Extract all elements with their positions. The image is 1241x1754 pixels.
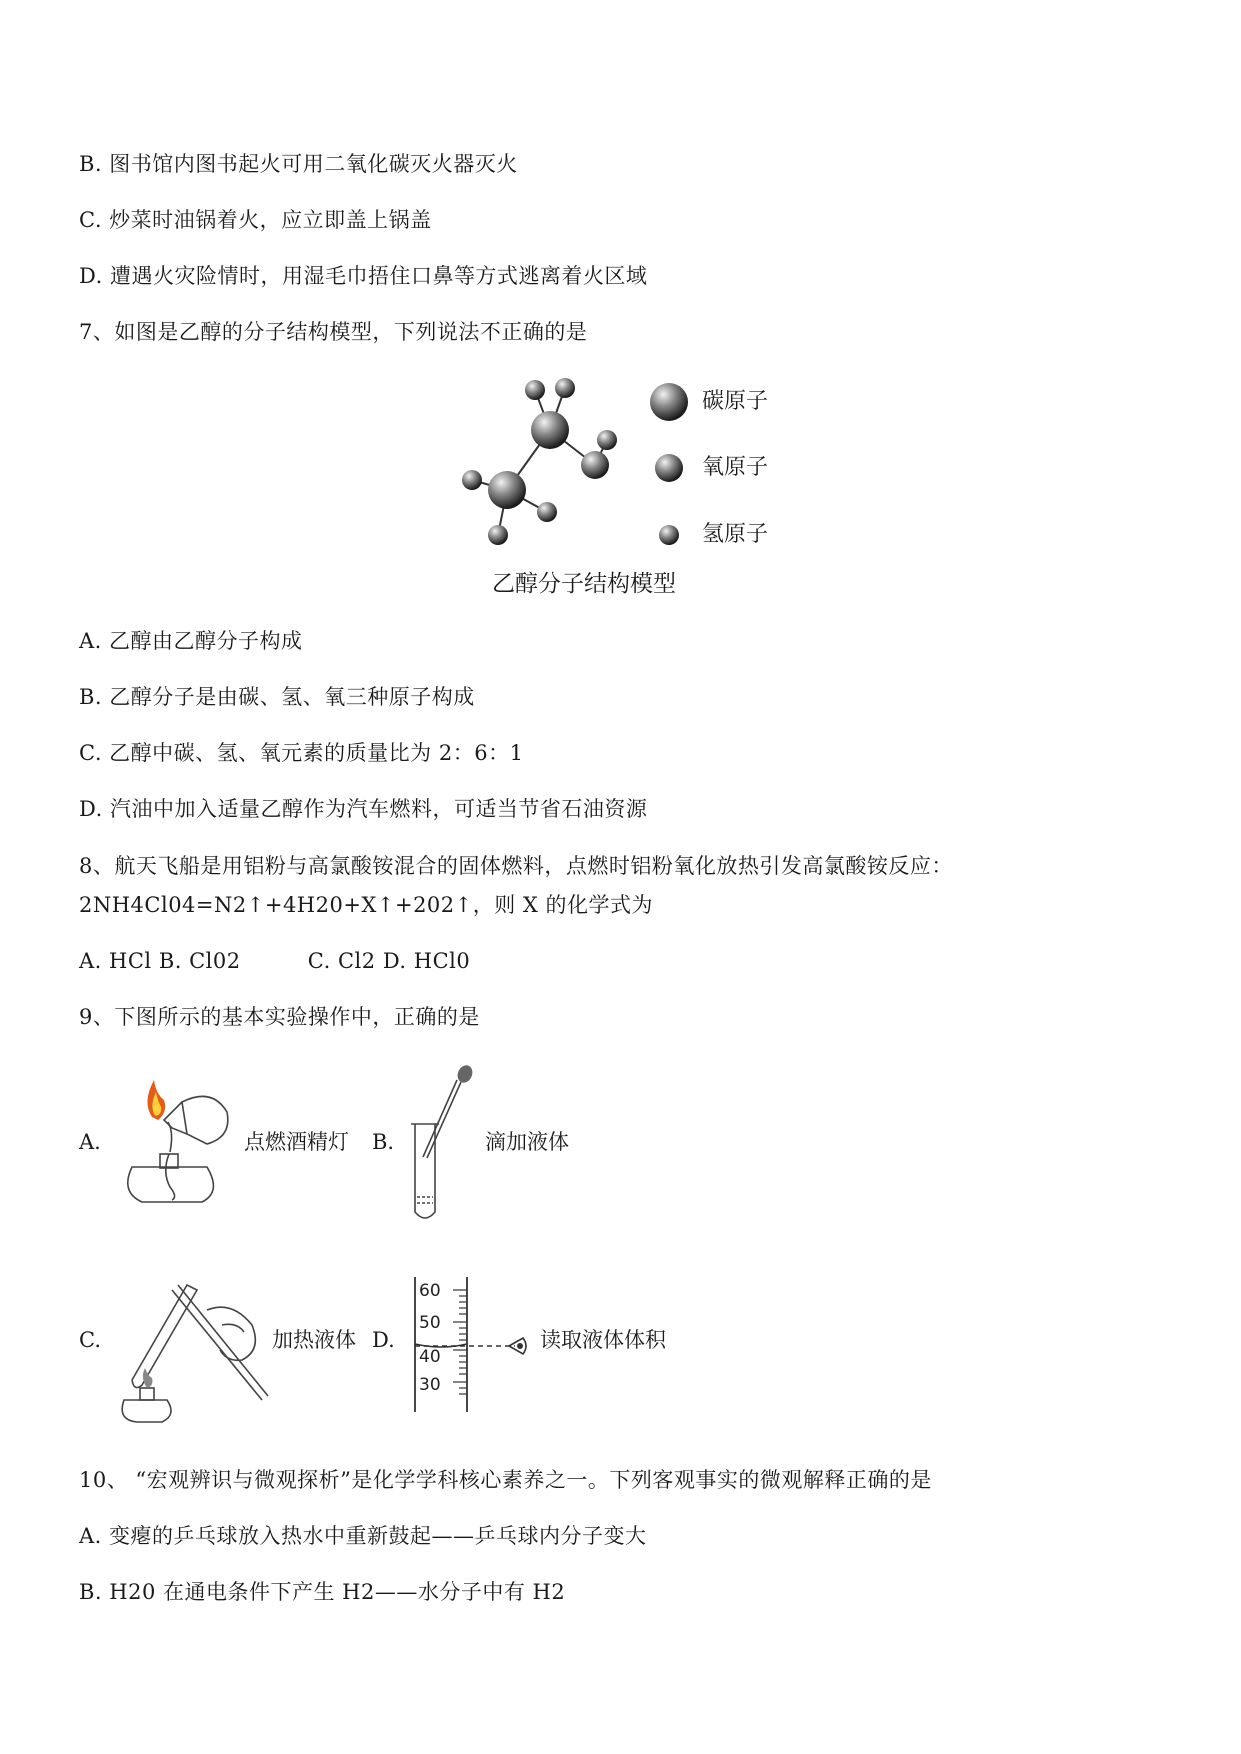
q9-stem: 9、下图所示的基本实验操作中，正确的是: [79, 1005, 480, 1029]
oxygen-atom: [581, 451, 609, 479]
q8-option-a: A. HCl: [79, 949, 152, 973]
legend-carbon-label: 碳原子: [702, 389, 769, 414]
q6-option-c: C. 炒菜时油锅着火，应立即盖上锅盖: [79, 208, 432, 232]
legend-oxygen-ball: [655, 454, 683, 482]
heating-liquid-figure: [112, 1270, 272, 1425]
cylinder-tick-label: 30: [419, 1375, 441, 1395]
q9-d-label: 读取液体体积: [540, 1328, 666, 1352]
q8-option-c: C. Cl2: [307, 949, 376, 973]
q7-option-b: B. 乙醇分子是由碳、氢、氧三种原子构成: [79, 685, 475, 709]
hydrogen-atom: [525, 380, 545, 400]
carbon-atom: [488, 471, 526, 509]
carbon-atom: [531, 411, 569, 449]
q9-a-letter: A.: [79, 1130, 101, 1154]
q9-d-letter: D.: [372, 1328, 395, 1352]
legend-oxygen-label: 氧原子: [702, 455, 769, 480]
graduated-cylinder-figure: [405, 1272, 545, 1417]
q6-option-d: D. 遭遇火灾险情时，用湿毛巾捂住口鼻等方式逃离着火区域: [79, 264, 648, 288]
dropper-test-tube-figure: [405, 1062, 485, 1227]
q8-stem-line2: 2NH4Cl04=N2↑+4H20+X↑+202↑，则 X 的化学式为: [79, 893, 654, 917]
q7-stem: 7、如图是乙醇的分子结构模型，下列说法不正确的是: [79, 320, 588, 344]
figure-caption: 乙醇分子结构模型: [492, 571, 676, 597]
alcohol-lamp-lighting-figure: [112, 1072, 237, 1212]
cylinder-tick-label: 60: [419, 1281, 441, 1301]
legend-hydrogen-label: 氢原子: [702, 522, 769, 547]
q8-option-b: B. Cl02: [158, 949, 241, 973]
q8-options: [79, 947, 470, 975]
dropper-bulb-icon: [455, 1063, 475, 1085]
hydrogen-atom: [597, 430, 617, 450]
cylinder-tick-label: 40: [419, 1347, 441, 1367]
q10-option-b: B. H20 在通电条件下产生 H2——水分子中有 H2: [79, 1580, 566, 1604]
q9-a-label: 点燃酒精灯: [244, 1130, 349, 1154]
q9-c-label: 加热液体: [272, 1328, 356, 1352]
hydrogen-atom: [462, 470, 482, 490]
hydrogen-atom: [537, 502, 557, 522]
q10-option-a: A. 变瘪的乒乓球放入热水中重新鼓起——乒乓球内分子变大: [79, 1524, 647, 1548]
q9-c-letter: C.: [79, 1328, 101, 1352]
cylinder-tick-label: 50: [419, 1313, 441, 1333]
q10-stem: 10、 “宏观辨识与微观探析”是化学学科核心素养之一。下列客观事实的微观解释正确的是: [79, 1468, 932, 1492]
q7-option-a: A. 乙醇由乙醇分子构成: [79, 629, 303, 653]
legend-carbon-ball: [650, 383, 688, 421]
q8-stem-line1: 8、航天飞船是用铝粉与高氯酸铵混合的固体燃料，点燃时铝粉氧化放热引发高氯酸铵反应：: [79, 854, 953, 878]
q6-option-b: B. 图书馆内图书起火可用二氧化碳灭火器灭火: [79, 152, 518, 176]
q9-b-label: 滴加液体: [485, 1130, 569, 1154]
q7-option-d: D. 汽油中加入适量乙醇作为汽车燃料，可适当节省石油资源: [79, 797, 648, 821]
hydrogen-atom: [488, 525, 508, 545]
q9-b-letter: B.: [372, 1130, 395, 1154]
q8-option-d: D. HCl0: [382, 949, 471, 973]
hydrogen-atom: [555, 378, 575, 398]
q7-option-c: C. 乙醇中碳、氢、氧元素的质量比为 2：6：1: [79, 741, 524, 765]
ethanol-molecule-figure: [450, 370, 850, 600]
legend-hydrogen-ball: [659, 525, 679, 545]
